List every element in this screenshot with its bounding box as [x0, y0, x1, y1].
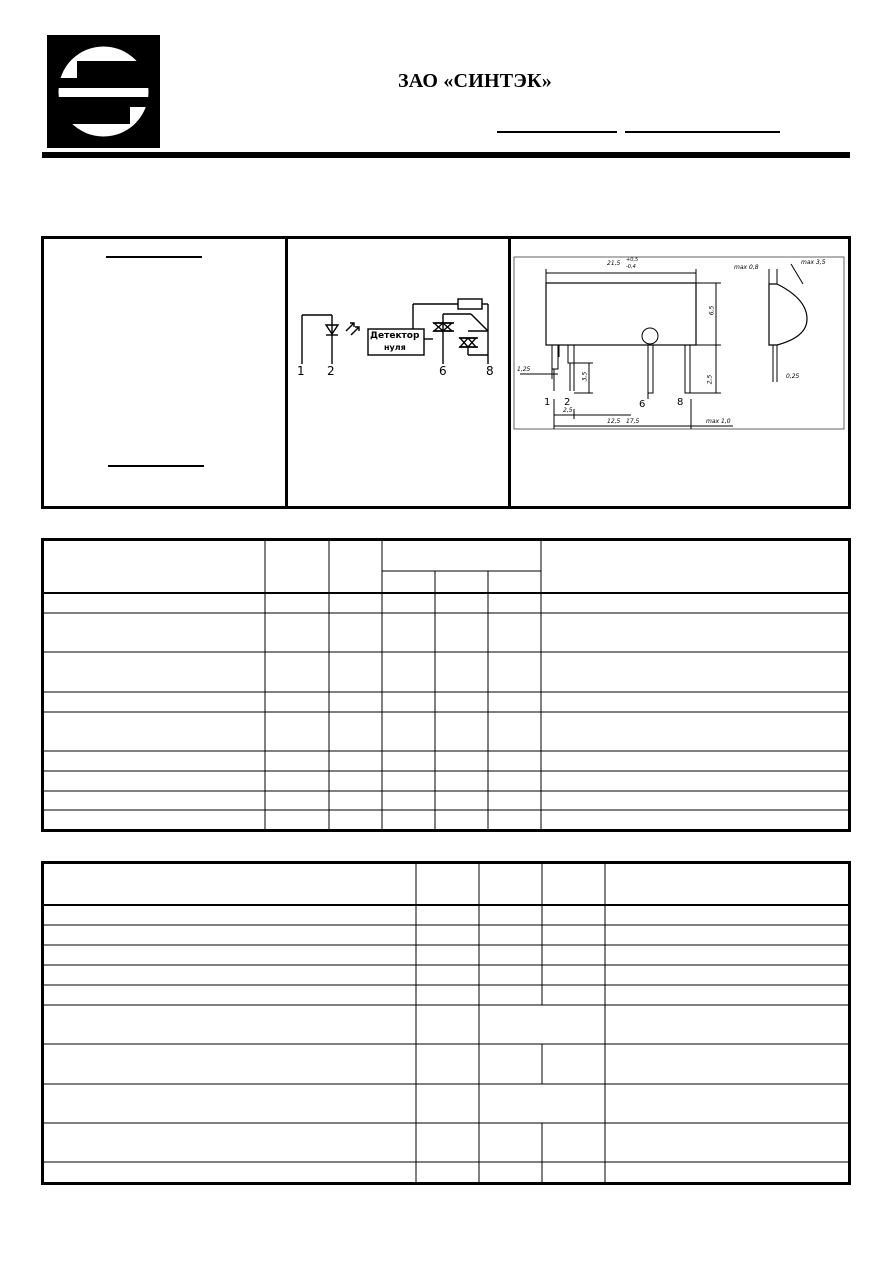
- underline-field-1: [497, 131, 617, 133]
- outline-pin-label: 6: [639, 399, 646, 410]
- circuit-diagram: [288, 239, 508, 506]
- dim-width: 21,5: [607, 260, 621, 267]
- outline-pin-label: 1: [544, 397, 551, 408]
- company-logo: [47, 35, 160, 148]
- underline-field-2: [625, 131, 780, 133]
- heading-line-bottom: [108, 465, 204, 467]
- dim-height: 6,5: [708, 305, 716, 316]
- pin-label: 6: [439, 364, 447, 378]
- dim-lead-width: 1,25: [517, 366, 531, 373]
- dim-lead-h: 2,5: [706, 374, 714, 385]
- dim-pitch-b: 12,5: [607, 418, 621, 425]
- pin-label: 2: [327, 364, 335, 378]
- detector-label-2: нуля: [384, 343, 406, 352]
- dim-max-depth: max 3,5: [801, 259, 826, 266]
- company-name: ЗАО «СИНТЭК»: [398, 70, 552, 92]
- dim-lead-thk: 0,25: [786, 373, 800, 380]
- characteristics-table: [41, 861, 851, 1185]
- pin-label: 8: [486, 364, 494, 378]
- package-outline: [511, 239, 848, 506]
- dim-max-end: max 1,0: [706, 418, 731, 425]
- pin-label: 1: [297, 364, 305, 378]
- dim-tol-bot: -0,4: [626, 264, 636, 270]
- detector-label: Детектор: [370, 331, 420, 341]
- dim-tol-top: +0,5: [626, 257, 639, 263]
- parameters-table: [41, 538, 851, 832]
- dim-pitch-c: 17,5: [626, 418, 640, 425]
- dim-lead-len: 3,5: [581, 371, 589, 382]
- dim-pitch-a: 2,5: [563, 407, 573, 414]
- dim-max-thick: max 0,8: [734, 264, 759, 271]
- outline-pin-label: 2: [564, 397, 571, 408]
- header-rule: [42, 152, 850, 158]
- heading-line-top: [106, 256, 202, 258]
- outline-pin-label: 8: [677, 397, 684, 408]
